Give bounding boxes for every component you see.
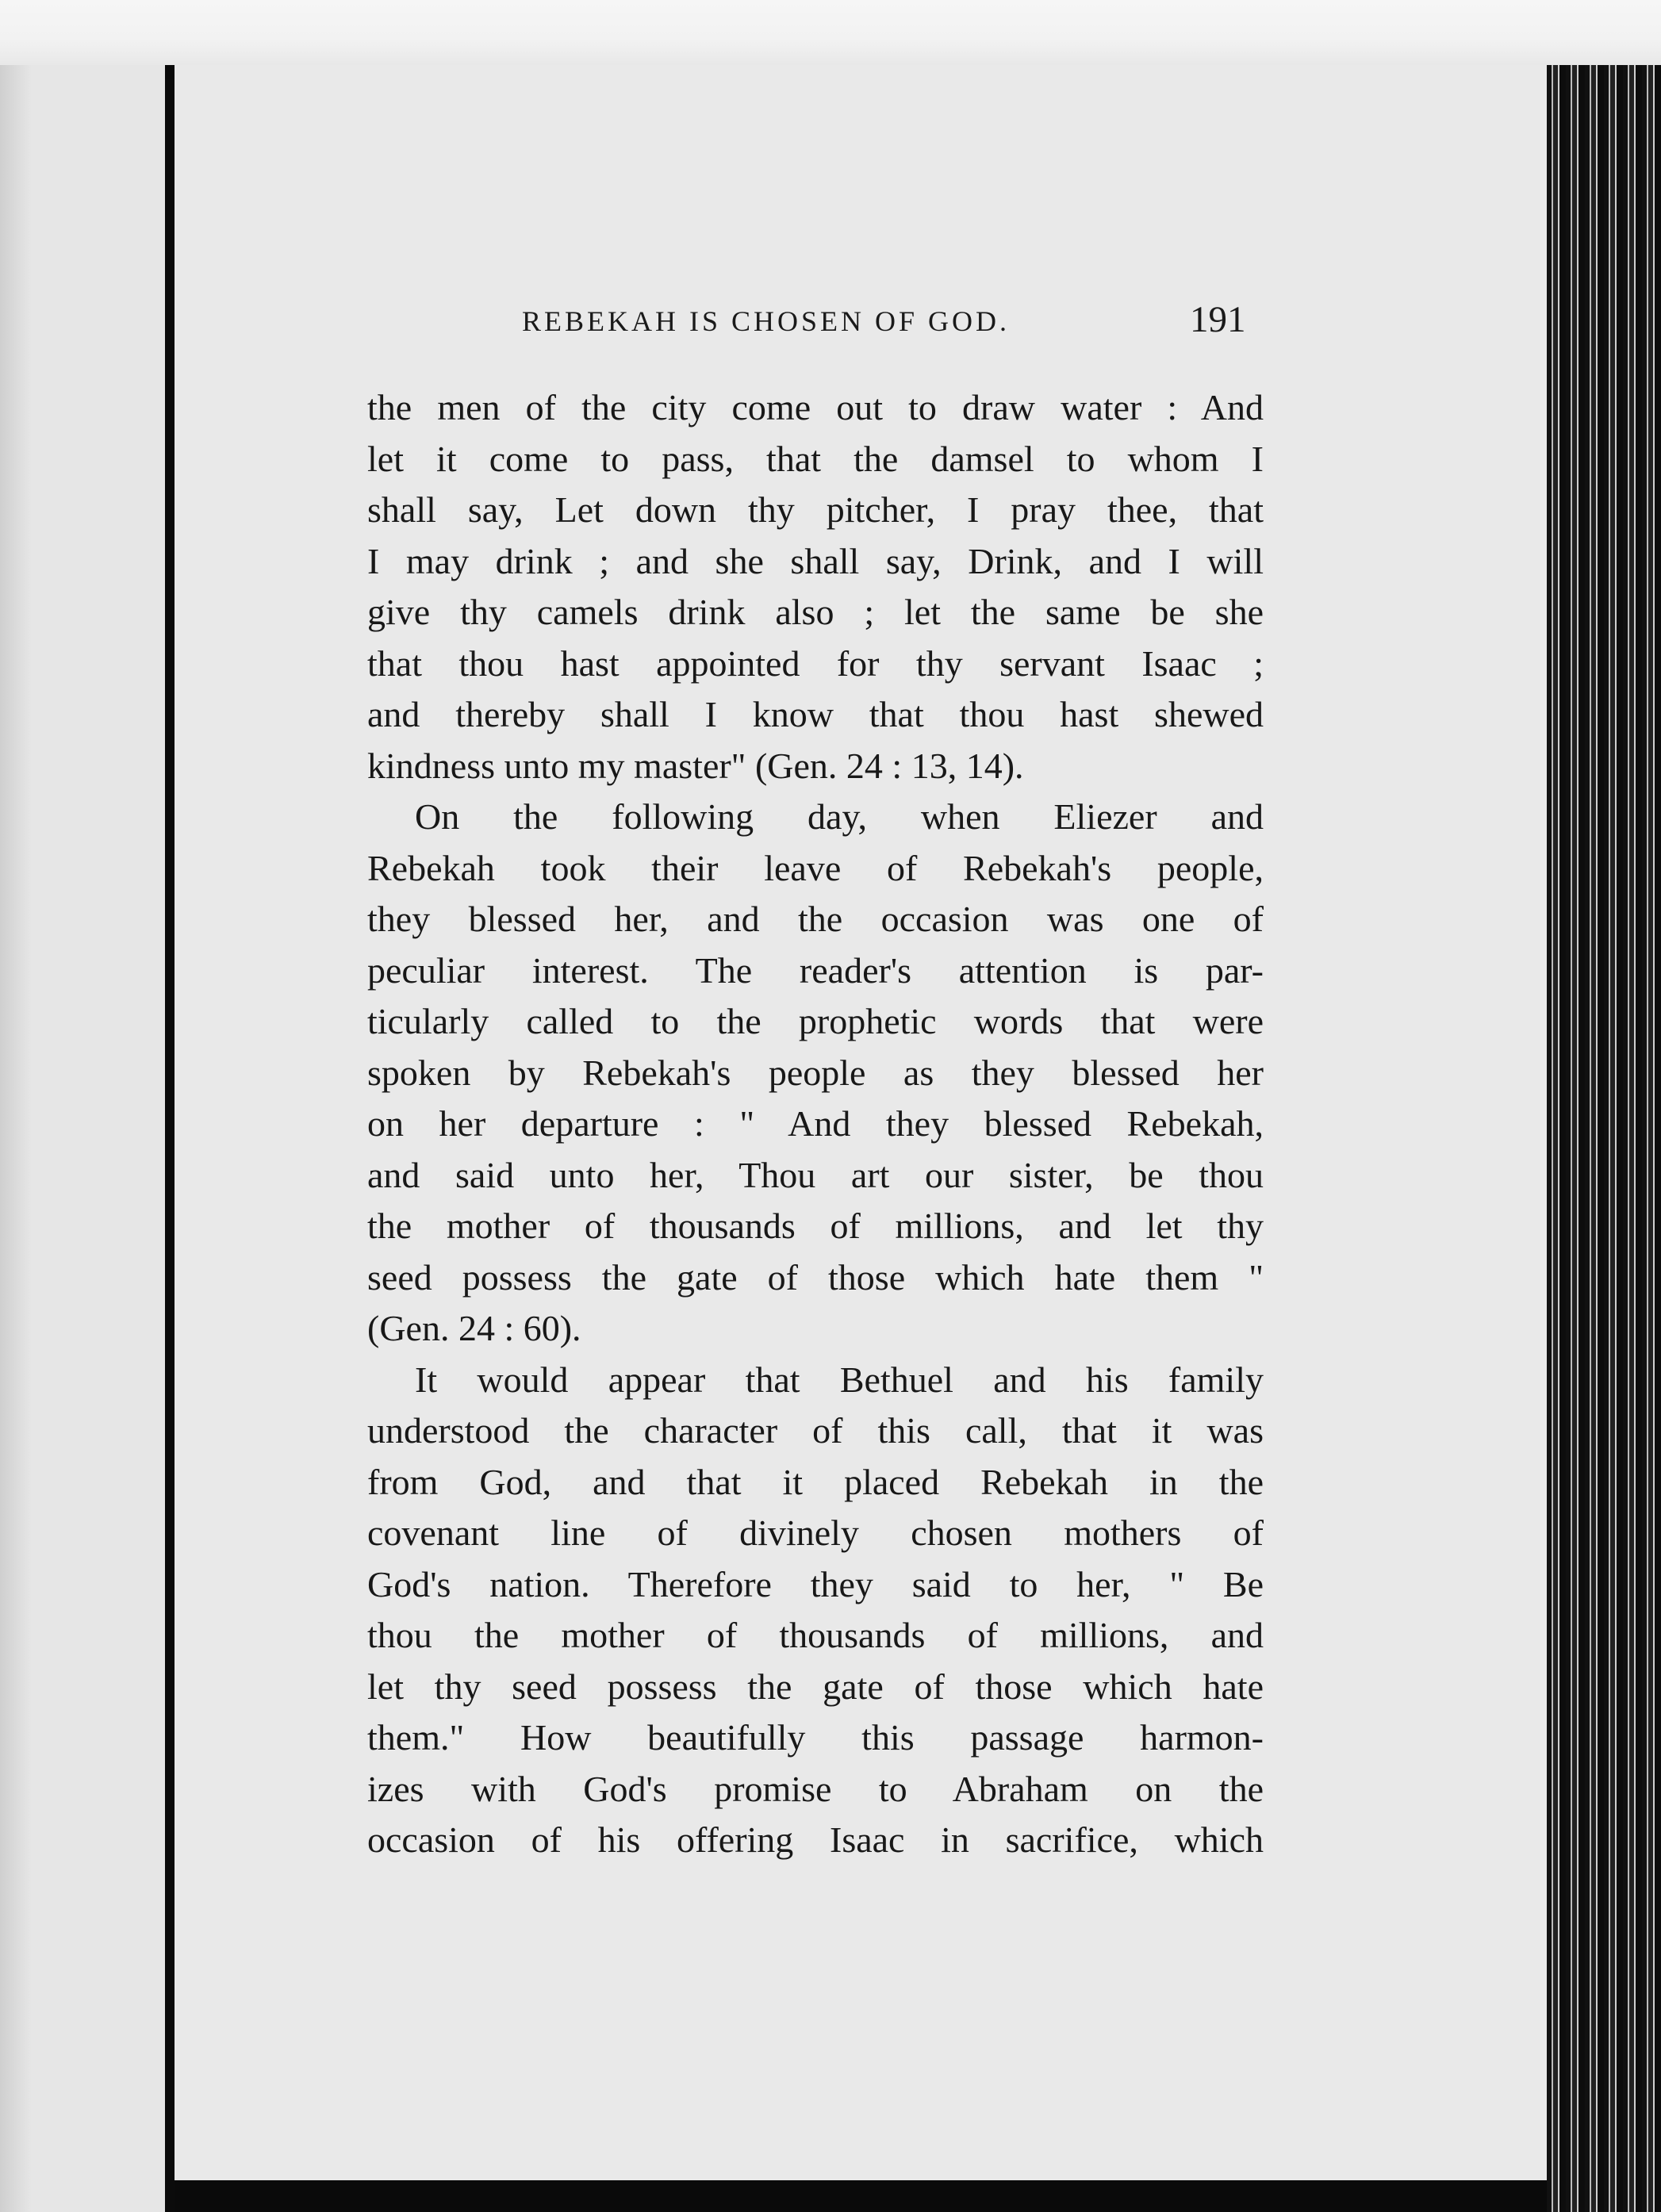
text-line: kindness unto my master" (Gen. 24 : 13, 14). bbox=[367, 745, 1024, 786]
text-line: Rebekah took their leave of Rebekah's people, bbox=[367, 847, 1264, 888]
text-line: seed possess the gate of those which hate them " bbox=[367, 1256, 1264, 1298]
text-line: I may drink ; and she shall say, Drink, and I will bbox=[367, 540, 1264, 581]
scan-top-margin bbox=[0, 0, 1661, 65]
text-line: ticularly called to the prophetic words that were bbox=[367, 1001, 1264, 1041]
text-line: It would appear that Bethuel and his family bbox=[415, 1359, 1264, 1400]
text-line: understood the character of this call, that it was bbox=[367, 1410, 1264, 1451]
text-line: let thy seed possess the gate of those which hate bbox=[367, 1666, 1264, 1707]
facing-page-shadow bbox=[0, 65, 32, 2212]
book-gutter bbox=[165, 79, 175, 2212]
scan-bottom-margin bbox=[175, 2180, 1547, 2212]
text-line: the mother of thousands of millions, and let thy bbox=[367, 1206, 1264, 1246]
text-line: them." How beautifully this passage harmon- bbox=[367, 1717, 1264, 1758]
text-line: and said unto her, Thou art our sister, be thou bbox=[367, 1154, 1264, 1195]
page-stack-edge bbox=[1547, 65, 1661, 2212]
text-line: on her departure : " And they blessed Rebekah, bbox=[367, 1103, 1264, 1144]
text-line: the men of the city come out to draw water : And bbox=[367, 387, 1264, 427]
text-line: God's nation. Therefore they said to her, " Be bbox=[367, 1563, 1264, 1604]
text-line: (Gen. 24 : 60). bbox=[367, 1308, 581, 1348]
text-line: covenant line of divinely chosen mothers of bbox=[367, 1512, 1264, 1553]
text-line: izes with God's promise to Abraham on the bbox=[367, 1768, 1264, 1809]
text-line: occasion of his offering Isaac in sacrifice, which bbox=[367, 1819, 1264, 1860]
text-line: and thereby shall I know that thou hast shewed bbox=[367, 694, 1264, 734]
text-line: they blessed her, and the occasion was one of bbox=[367, 899, 1264, 939]
text-line: let it come to pass, that the damsel to whom I bbox=[367, 438, 1264, 479]
text-line: spoken by Rebekah's people as they blessed her bbox=[367, 1052, 1264, 1093]
text-line: from God, and that it placed Rebekah in the bbox=[367, 1461, 1264, 1502]
running-head: REBEKAH IS CHOSEN OF GOD. bbox=[522, 305, 1011, 337]
text-line: give thy camels drink also ; let the same be she bbox=[367, 592, 1264, 632]
text-line: thou the mother of thousands of millions, and bbox=[367, 1615, 1264, 1655]
text-line: peculiar interest. The reader's attention is par- bbox=[367, 949, 1264, 991]
page-number: 191 bbox=[1190, 299, 1246, 340]
body-text bbox=[367, 382, 1264, 1866]
text-line: that thou hast appointed for thy servant Isaac ; bbox=[367, 642, 1264, 684]
text-line: On the following day, when Eliezer and bbox=[415, 796, 1264, 837]
text-line: shall say, Let down thy pitcher, I pray thee, that bbox=[367, 489, 1264, 530]
